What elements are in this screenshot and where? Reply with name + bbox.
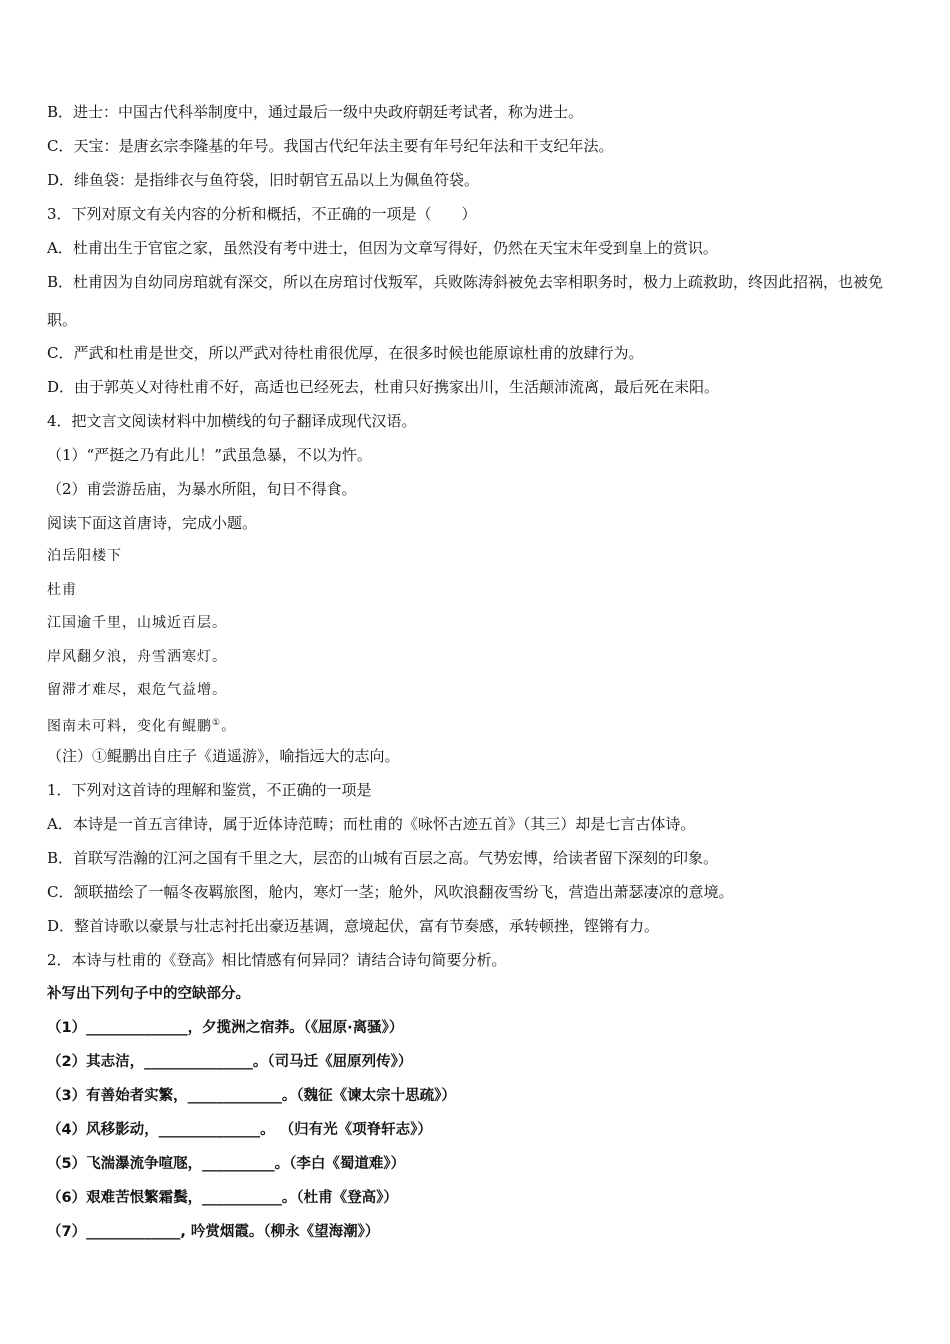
option-c-tianbao: C．天宝：是唐玄宗李隆基的年号。我国古代纪年法主要有年号纪年法和干支纪年法。 xyxy=(47,137,614,155)
poem-intro: 阅读下面这首唐诗，完成小题。 xyxy=(47,514,258,532)
poem-question-1-option-a: A．本诗是一首五言律诗，属于近体诗范畴；而杜甫的《咏怀古迹五首》（其三）却是七言古体诗。 xyxy=(47,815,696,833)
poem-title: 泊岳阳楼下 xyxy=(47,548,122,564)
fill-in-item-1: （1）______________，夕揽洲之宿莽。（《屈原·离骚》） xyxy=(47,1020,404,1036)
fill-in-item-3: （3）有善始者实繁，_____________。（魏征《谏太宗十思疏》） xyxy=(47,1088,456,1104)
question-3-option-c: C．严武和杜甫是世交，所以严武对待杜甫很优厚，在很多时候也能原谅杜甫的放肆行为。 xyxy=(47,344,644,362)
poem-line-2: 岸风翻夕浪，舟雪洒寒灯。 xyxy=(47,649,227,665)
poem-question-2: 2．本诗与杜甫的《登高》相比情感有何异同？请结合诗句简要分析。 xyxy=(47,951,507,969)
question-4-part-2: （2）甫尝游岳庙，为暴水所阻，旬日不得食。 xyxy=(47,480,357,498)
footnote-marker: ① xyxy=(212,718,222,728)
poem-question-1-option-b: B．首联写浩瀚的江河之国有千里之大，层峦的山城有百层之高。气势宏博，给读者留下深刻的印象。 xyxy=(47,849,719,867)
question-3-option-a: A．杜甫出生于官宦之家，虽然没有考中进士，但因为文章写得好，仍然在天宝末年受到皇上的赏识。 xyxy=(47,239,718,257)
question-3-option-b: B．杜甫因为自幼同房琯就有深交，所以在房琯讨伐叛军，兵败陈涛斜被免去宰相职务时，极力上疏救助，终因此招祸，也被免职。 xyxy=(47,273,884,329)
option-b-jinshi: B．进士：中国古代科举制度中，通过最后一级中央政府朝廷考试者，称为进士。 xyxy=(47,103,584,121)
poem-line-4 xyxy=(47,713,236,737)
fill-in-heading: 补写出下列句子中的空缺部分。 xyxy=(47,986,250,1002)
question-4-part-1: （1）“严挺之乃有此儿！”武虽急暴，不以为忤。 xyxy=(47,446,372,464)
question-4: 4．把文言文阅读材料中加横线的句子翻译成现代汉语。 xyxy=(47,412,417,430)
poem-question-1: 1．下列对这首诗的理解和鉴赏，不正确的一项是 xyxy=(47,781,372,799)
poem-line-4-end: 。 xyxy=(221,718,237,735)
fill-in-item-4: （4）风移影动，______________。 （归有光《项脊轩志》） xyxy=(47,1122,432,1138)
poem-line-1: 江国逾千里，山城近百层。 xyxy=(47,615,227,631)
fill-in-item-6: （6）艰难苦恨繁霜鬓，___________。（杜甫《登高》） xyxy=(47,1190,398,1206)
question-3: 3．下列对原文有关内容的分析和概括，不正确的一项是（ ） xyxy=(47,205,477,223)
question-3-option-d: D．由于郭英乂对待杜甫不好，高适也已经死去，杜甫只好携家出川，生活颠沛流离，最后死在耒阳。 xyxy=(47,378,720,396)
poem-line-3: 留滞才难尽，艰危气益增。 xyxy=(47,682,227,698)
poem-line-4-text: 图南未可料，变化有鲲鹏 xyxy=(47,718,212,735)
fill-in-item-2: （2）其志洁，_______________。（司马迁《屈原列传》） xyxy=(47,1054,413,1070)
poem-question-1-option-d: D．整首诗歌以豪景与壮志衬托出豪迈基调，意境起伏，富有节奏感，承转顿挫，铿锵有力。 xyxy=(47,917,660,935)
option-d-feiyudai: D．绯鱼袋：是指绯衣与鱼符袋，旧时朝官五品以上为佩鱼符袋。 xyxy=(47,171,480,189)
poem-question-1-option-c: C．颔联描绘了一幅冬夜羁旅图，舱内，寒灯一茎；舱外，风吹浪翻夜雪纷飞，营造出萧瑟凄凉的意境。 xyxy=(47,883,734,901)
fill-in-item-5: （5）飞湍瀑流争喧豗，__________。（李白《蜀道难》） xyxy=(47,1156,406,1172)
poem-note: （注）①鲲鹏出自庄子《逍遥游》，喻指远大的志向。 xyxy=(47,747,400,765)
fill-in-item-7: （7）_____________, 吟赏烟霞。（柳永《望海潮》） xyxy=(47,1224,380,1240)
poem-author: 杜甫 xyxy=(47,582,77,598)
